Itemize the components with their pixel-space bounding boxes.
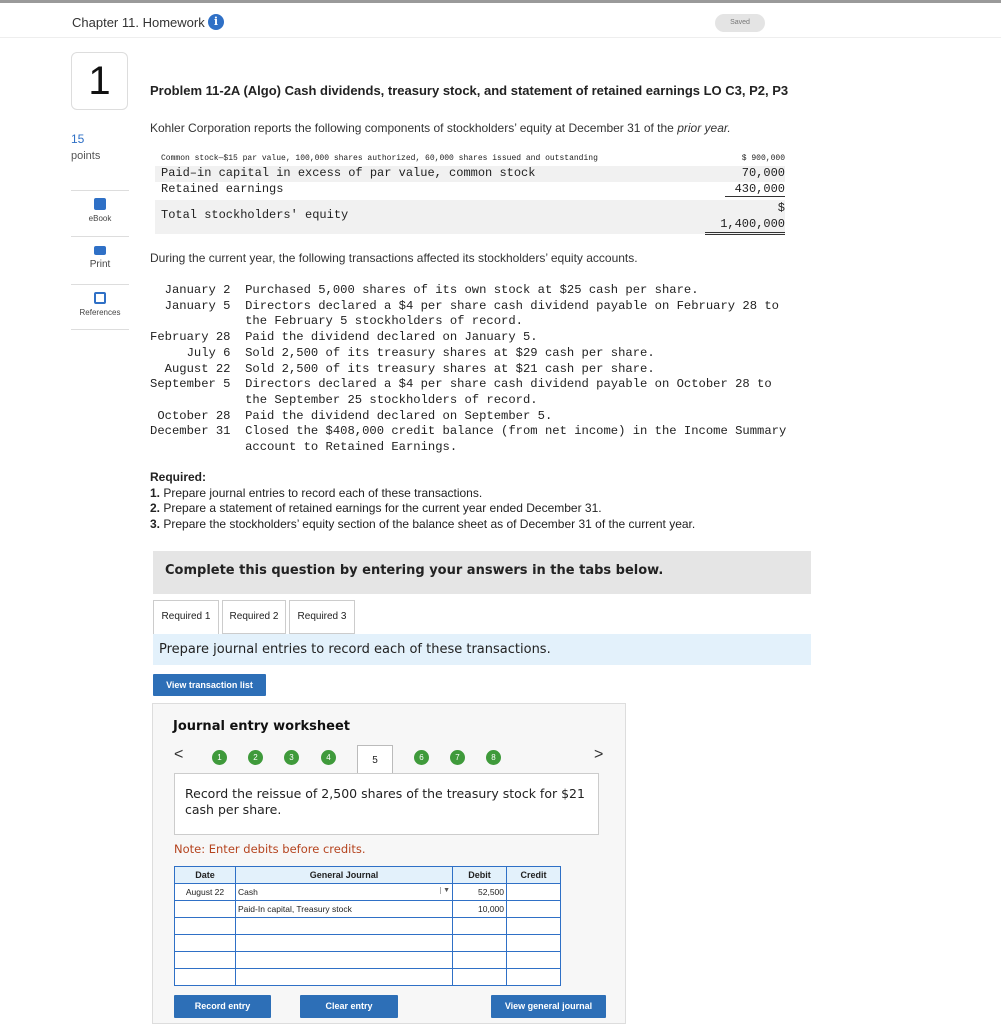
account-select[interactable]: Paid-In capital, Treasury stock (236, 901, 453, 918)
credit-input[interactable] (507, 952, 561, 969)
tab-panel-header (153, 634, 811, 665)
print-button[interactable] (71, 236, 129, 282)
references-button[interactable] (71, 284, 129, 330)
tab-required-1[interactable]: Required 1 (153, 600, 219, 635)
tab-required-2[interactable]: Required 2 (222, 600, 286, 634)
credit-input[interactable] (507, 884, 561, 901)
equity-row-total (155, 200, 785, 234)
date-cell[interactable] (175, 969, 236, 986)
chevron-down-icon[interactable]: ▼ (440, 887, 450, 894)
instructions-banner (153, 551, 811, 594)
references-label: References (79, 308, 121, 317)
account-select[interactable] (236, 884, 453, 901)
account-value: Cash (238, 887, 258, 897)
step-6-button[interactable]: 6 (414, 750, 429, 765)
date-cell[interactable] (175, 918, 236, 935)
common-stock-value: $ 900,000 (741, 154, 785, 163)
view-general-journal-button[interactable]: View general journal (491, 995, 606, 1018)
banner-text: Complete this question by entering your answers in the tabs below. (165, 563, 664, 578)
view-transaction-list-button[interactable]: View transaction list (153, 674, 266, 696)
next-arrow-icon[interactable]: > (594, 746, 604, 763)
debits-note: Note: Enter debits before credits. (174, 842, 366, 856)
intro-text: Kohler Corporation reports the following components of stockholders’ equity at December 31 of the (150, 121, 678, 135)
during-year-text: During the current year, the following transactions affected its stockholders’ equity accounts. (150, 251, 638, 265)
table-row (175, 935, 561, 952)
journal-header-row (175, 867, 561, 884)
printer-icon (94, 246, 106, 255)
debit-input[interactable] (453, 918, 507, 935)
account-select[interactable] (236, 952, 453, 969)
clear-entry-button[interactable]: Clear entry (300, 995, 398, 1018)
chapter-title: Chapter 11. Homework (72, 15, 205, 30)
paid-in-value: 70,000 (741, 166, 785, 180)
tab-description: Prepare journal entries to record each of these transactions. (159, 642, 551, 657)
saved-status-badge: Saved (715, 14, 765, 32)
credit-input[interactable] (507, 918, 561, 935)
table-row (175, 918, 561, 935)
step-5-button[interactable]: 5 (357, 745, 393, 774)
points-value: 15 (71, 132, 85, 146)
account-select[interactable] (236, 969, 453, 986)
header-bar (0, 3, 1001, 38)
ebook-button[interactable] (71, 190, 129, 236)
debit-column-header: Debit (453, 867, 507, 884)
step-1-button[interactable]: 1 (212, 750, 227, 765)
references-icon (94, 292, 106, 304)
table-row (175, 884, 561, 901)
debit-input[interactable] (453, 952, 507, 969)
info-icon[interactable]: i (208, 14, 224, 30)
account-select[interactable] (236, 935, 453, 952)
equity-row-common-stock (155, 152, 785, 166)
general-journal-column-header: General Journal (236, 867, 453, 884)
debit-input[interactable] (453, 969, 507, 986)
table-row (175, 901, 561, 918)
points-label: points (71, 150, 101, 162)
record-entry-button[interactable]: Record entry (174, 995, 271, 1018)
journal-entry-worksheet (152, 703, 626, 1024)
step-4-button[interactable]: 4 (321, 750, 336, 765)
requirement-2: 2. Prepare a statement of retained earnings for the current year ended December 31. (150, 501, 602, 516)
credit-input[interactable] (507, 935, 561, 952)
required-section (150, 470, 695, 533)
table-row (175, 952, 561, 969)
entry-instruction-box (174, 773, 599, 835)
account-select[interactable] (236, 918, 453, 935)
step-7-button[interactable]: 7 (450, 750, 465, 765)
intro-emphasis: prior year. (677, 121, 731, 135)
ebook-label: eBook (88, 214, 112, 223)
problem-title: Problem 11-2A (Algo) Cash dividends, treasury stock, and statement of retained earnings LO C3, P2, P3 (150, 83, 789, 98)
date-cell[interactable] (175, 901, 236, 918)
debit-input[interactable]: 52,500 (453, 884, 507, 901)
date-cell[interactable]: August 22 (175, 884, 236, 901)
equity-row-retained (155, 182, 785, 198)
debit-input[interactable] (453, 935, 507, 952)
step-8-button[interactable]: 8 (486, 750, 501, 765)
total-amount: 1,400,000 (720, 217, 785, 231)
credit-input[interactable] (507, 969, 561, 986)
common-stock-label: Common stock—$15 par value, 100,000 shares authorized, 60,000 shares issued and outstanding (161, 154, 598, 163)
total-dollar-sign: $ (777, 201, 785, 215)
step-3-button[interactable]: 3 (284, 750, 299, 765)
previous-arrow-icon[interactable]: < (174, 746, 184, 763)
requirement-1: 1. Prepare journal entries to record each of these transactions. (150, 485, 483, 500)
equity-row-paid-in (155, 166, 785, 182)
total-label: Total stockholders' equity (161, 208, 349, 222)
entry-instruction: Record the reissue of 2,500 shares of the treasury stock for $21 cash per share. (185, 786, 585, 817)
book-icon (94, 198, 106, 210)
required-heading: Required: (150, 470, 207, 484)
date-cell[interactable] (175, 952, 236, 969)
retained-value: 430,000 (725, 182, 785, 197)
retained-label: Retained earnings (161, 182, 284, 196)
transactions-list: January 2 Purchased 5,000 shares of its own stock at $25 cash per share. January 5 Directors declared a $4 per share cash dividend payable on February 28 to the February 5 stockholders of record. February 28 Paid the dividend declared on January 5. July 6 Sold 2,500 of its treasury shares at $29 cash per share. August 22 Sold 2,500 of its treasury shares at $21 cash per share. September 5 Directors declared a $4 per share cash dividend payable on October 28 to the September 25 stockholders of record. October 28 Paid the dividend declared on September 5. December 31 Closed the $408,000 credit balance (from net income) in the Income Summary account to Retained Earnings. (150, 283, 787, 455)
debit-input[interactable]: 10,000 (453, 901, 507, 918)
credit-column-header: Credit (507, 867, 561, 884)
table-row (175, 969, 561, 986)
question-number: 1 (71, 52, 128, 110)
date-cell[interactable] (175, 935, 236, 952)
journal-table (174, 866, 561, 986)
problem-intro (150, 121, 731, 135)
credit-input[interactable] (507, 901, 561, 918)
date-column-header: Date (175, 867, 236, 884)
worksheet-title: Journal entry worksheet (173, 719, 350, 734)
tab-required-3[interactable]: Required 3 (289, 600, 355, 634)
requirement-3: 3. Prepare the stockholders’ equity section of the balance sheet as of December 31 of the current year. (150, 517, 696, 532)
print-label: Print (89, 259, 111, 270)
total-value (705, 200, 785, 235)
step-2-button[interactable]: 2 (248, 750, 263, 765)
paid-in-label: Paid–in capital in excess of par value, common stock (161, 166, 536, 180)
